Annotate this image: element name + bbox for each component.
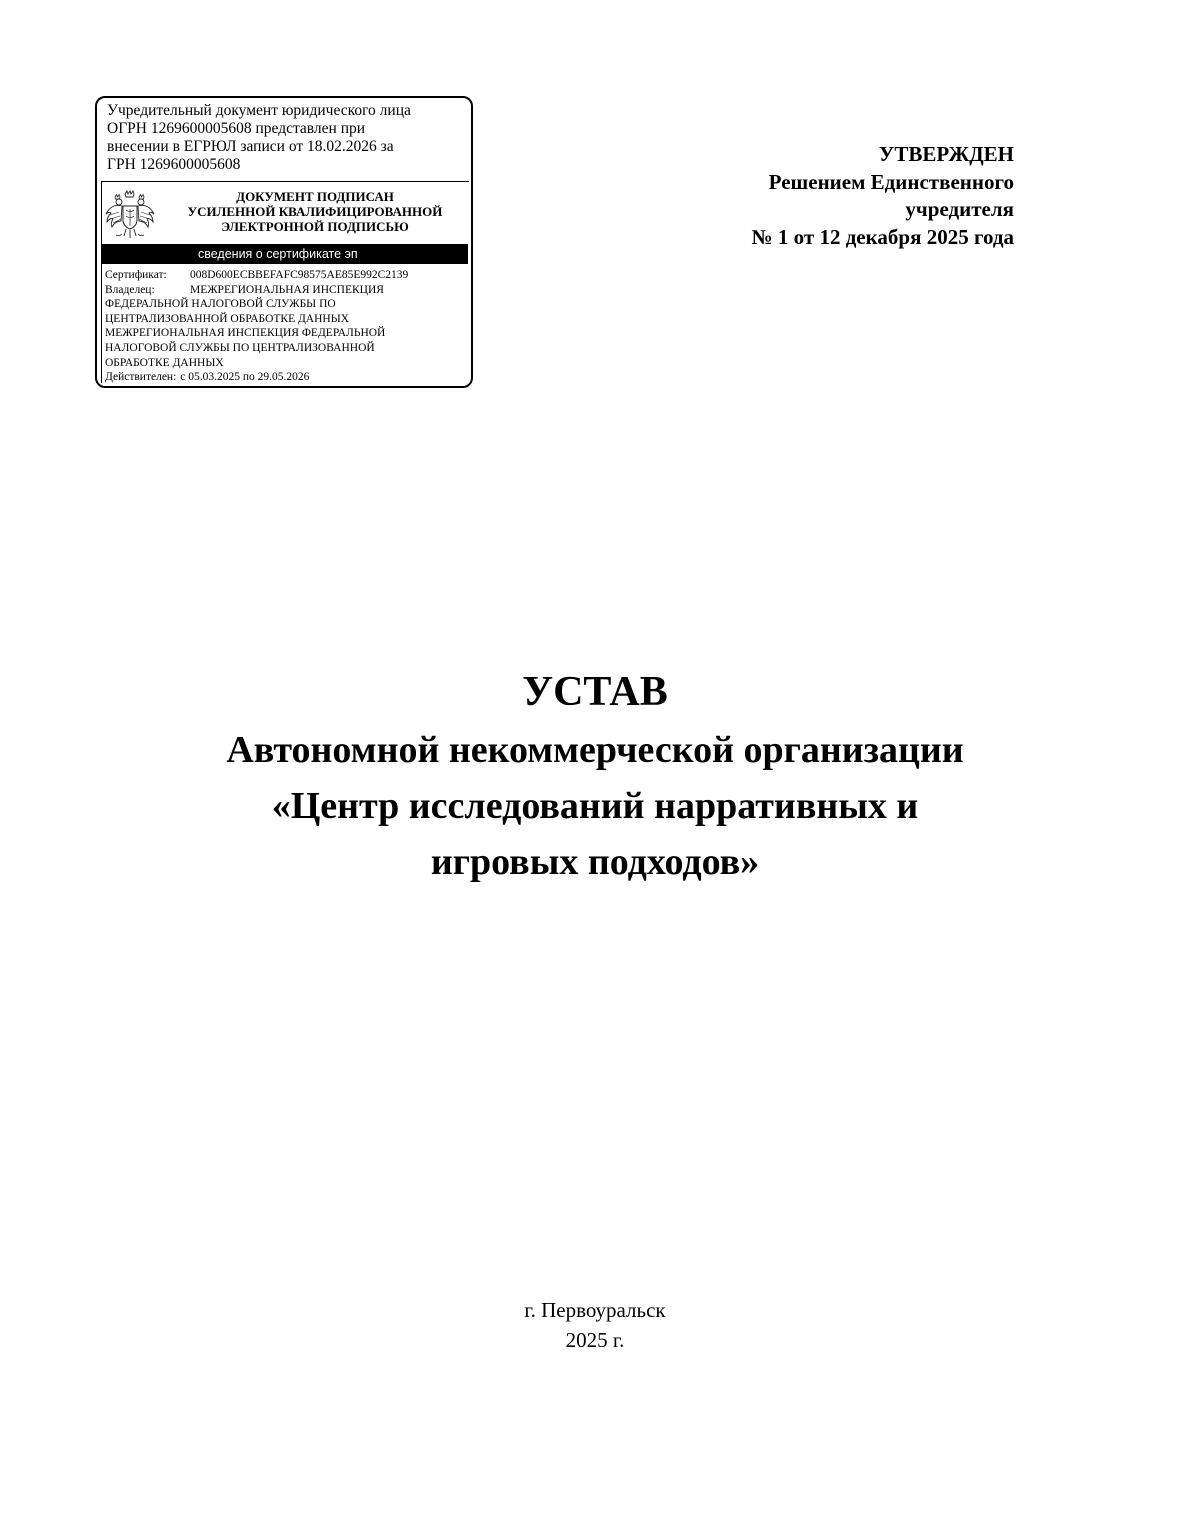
validity-row <box>105 370 467 385</box>
registration-line: ОГРН 1269600005608 представлен при <box>107 120 366 137</box>
registration-line: внесении в ЕГРЮЛ записи от 18.02.2026 за <box>107 138 394 155</box>
e-signature-block <box>101 181 469 383</box>
registration-line: Учредительный документ юридического лица <box>107 102 411 119</box>
organization-name-line: «Центр исследований нарративных и <box>271 785 919 827</box>
certificate-info-bar: сведения о сертификате эп <box>102 244 468 264</box>
registration-note <box>107 102 467 174</box>
owner-line: ЦЕНТРАЛИЗОВАННОЙ ОБРАБОТКЕ ДАННЫХ <box>105 312 350 325</box>
owner-line: МЕЖРЕГИОНАЛЬНАЯ ИНСПЕКЦИЯ <box>190 283 384 296</box>
certificate-value: 008D600ECBBEFAFC98575AE85E992C2139 <box>190 269 409 281</box>
russian-coat-of-arms-icon <box>104 190 156 240</box>
year: 2025 г. <box>565 1328 625 1352</box>
place-and-year <box>0 1295 1190 1355</box>
owner-line: ФЕДЕРАЛЬНОЙ НАЛОГОВОЙ СЛУЖБЫ ПО <box>105 298 336 311</box>
approval-line: УТВЕРЖДЕН <box>878 142 1014 166</box>
approval-line: Решением Единственного <box>768 169 1014 194</box>
document-title: УСТАВ <box>522 669 668 715</box>
approval-line: № 1 от 12 декабря 2025 года <box>751 224 1014 249</box>
valid-value: с 05.03.2025 по 29.05.2026 <box>180 371 310 384</box>
signed-title-line: ЭЛЕКТРОННОЙ ПОДПИСЬЮ <box>221 219 409 234</box>
charter-heading <box>0 666 1190 890</box>
organization-name-line: Автономной некоммерческой организации <box>226 729 964 771</box>
signed-title-line: ДОКУМЕНТ ПОДПИСАН <box>236 189 394 204</box>
signed-title <box>164 189 466 234</box>
certificate-details <box>105 268 467 385</box>
owner-line: НАЛОГОВОЙ СЛУЖБЫ ПО ЦЕНТРАЛИЗОВАННОЙ <box>105 341 375 354</box>
city: г. Первоуральск <box>524 1298 666 1322</box>
registration-stamp <box>95 96 473 388</box>
approval-line: учредителя <box>905 197 1014 221</box>
owner-label: Владелец: <box>105 283 155 296</box>
signed-title-line: УСИЛЕННОЙ КВАЛИФИЦИРОВАННОЙ <box>187 204 443 219</box>
organization-name <box>0 722 1190 890</box>
owner-line: ОБРАБОТКЕ ДАННЫХ <box>105 356 224 369</box>
certificate-label: Сертификат: <box>105 269 167 281</box>
owner-row <box>105 283 467 298</box>
certificate-row <box>105 268 467 283</box>
registration-line: ГРН 1269600005608 <box>107 156 241 173</box>
approval-block <box>594 141 1014 251</box>
owner-line: МЕЖРЕГИОНАЛЬНАЯ ИНСПЕКЦИЯ ФЕДЕРАЛЬНОЙ <box>105 327 386 340</box>
valid-label: Действителен: <box>105 371 177 384</box>
organization-name-line: игровых подходов» <box>430 841 760 883</box>
